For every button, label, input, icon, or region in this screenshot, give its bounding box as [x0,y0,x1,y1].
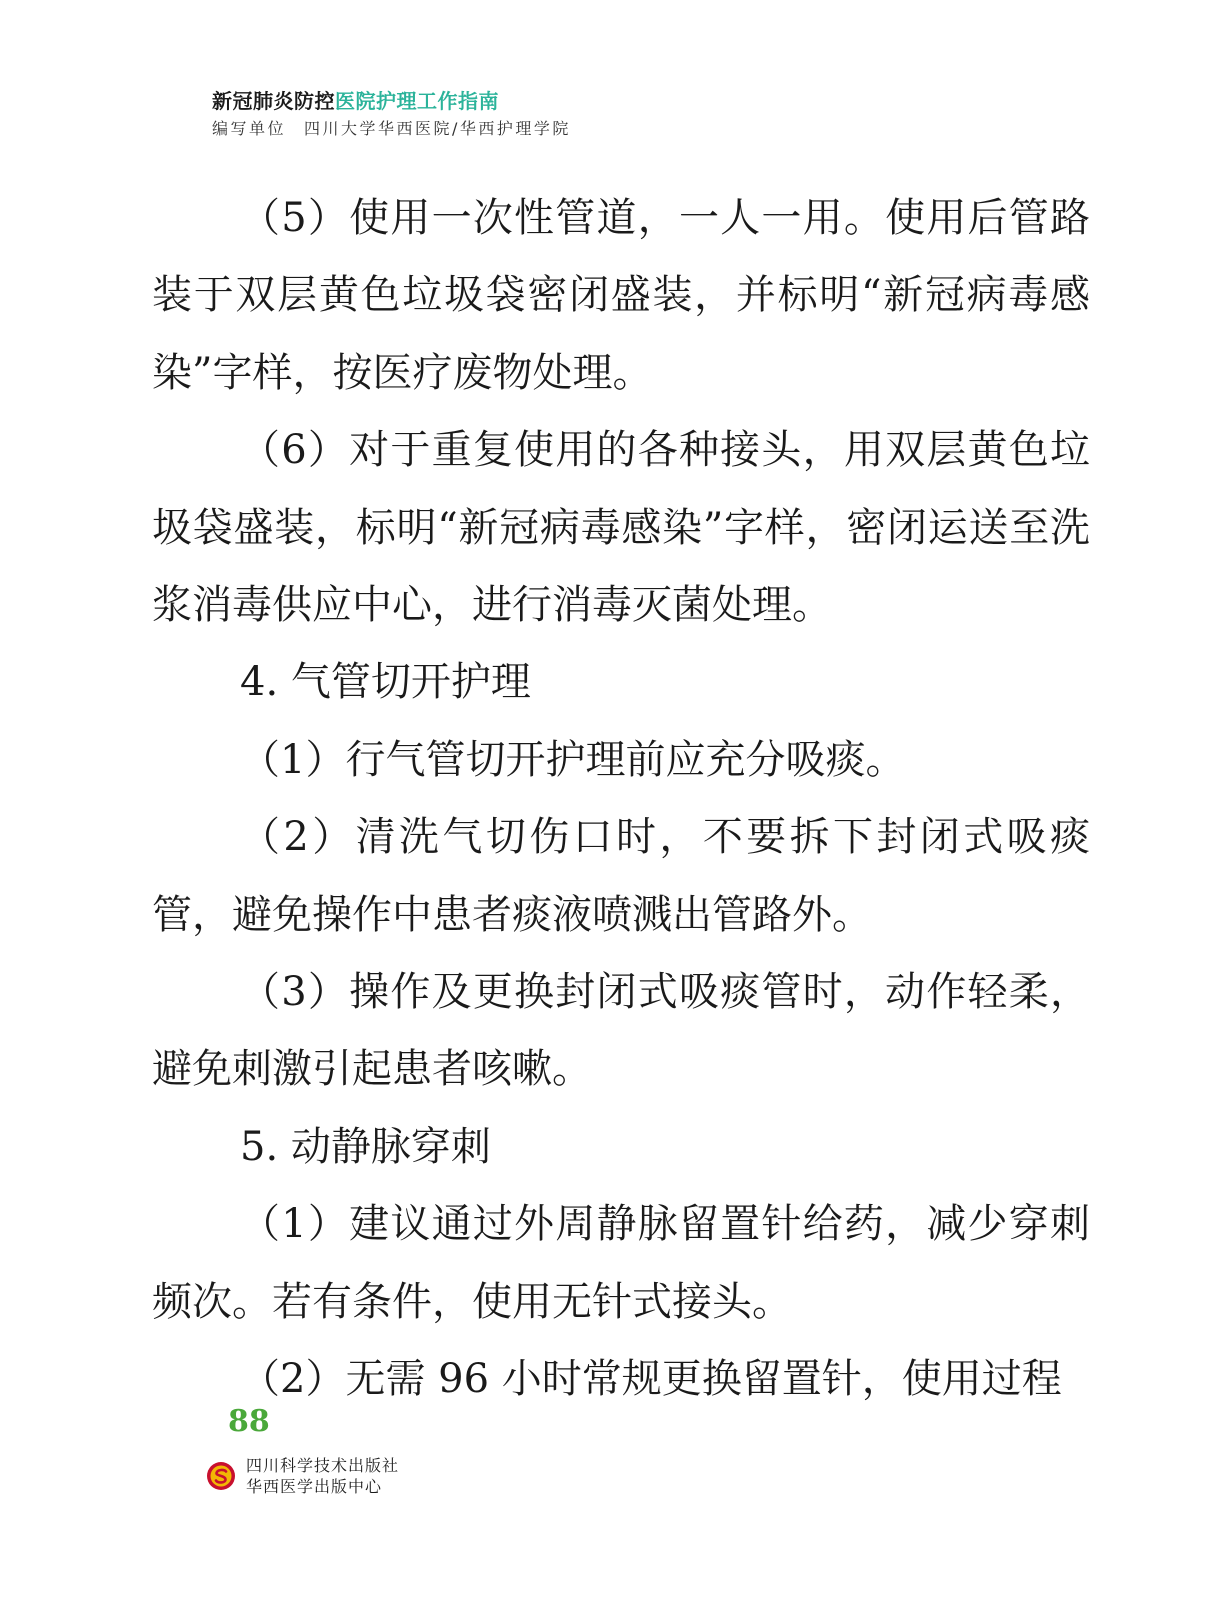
running-header [212,88,571,140]
author-unit-value: 四川大学华西医院/华西护理学院 [304,119,571,138]
section-heading-puncture: 5. 动静脉穿刺 [240,1123,491,1170]
book-title [212,88,571,114]
paragraph-tracheotomy-3: （3）操作及更换封闭式吸痰管时，动作轻柔，避免刺激引起患者咳嗽。 [152,969,1090,1093]
paragraph-tracheotomy-1: （1）行气管切开护理前应充分吸痰。 [240,736,906,783]
publisher-name-1: 四川科学技术出版社 [246,1456,400,1475]
paragraph-puncture-2: （2）无需 96 小时常规更换留置针，使用过程 [240,1356,1062,1403]
paragraph-tracheotomy-2: （2）清洗气切伤口时，不要拆下封闭式吸痰管，避免操作中患者痰液喷溅出管路外。 [152,814,1090,938]
publisher-names [246,1455,399,1497]
book-title-main: 新冠肺炎防控 [212,89,335,113]
section-heading-tracheotomy: 4. 气管切开护理 [240,659,531,706]
publisher-name-2: 华西医学出版中心 [246,1477,383,1496]
publisher-logo-icon [206,1461,236,1491]
page-number: 88 [228,1404,270,1439]
publisher-imprint [206,1455,399,1497]
paragraph-item-6: （6）对于重复使用的各种接头，用双层黄色垃圾袋盛装，标明“新冠病毒感染”字样，密闭运送至洗浆消毒供应中心，进行消毒灭菌处理。 [152,427,1090,629]
paragraph-puncture-1: （1）建议通过外周静脉留置针给药，减少穿刺频次。若有条件，使用无针式接头。 [152,1201,1090,1325]
paragraph-item-5: （5）使用一次性管道，一人一用。使用后管路装于双层黄色垃圾袋密闭盛装，并标明“新冠病毒感染”字样，按医疗废物处理。 [152,195,1090,396]
author-unit [212,118,571,140]
body-text [152,180,1090,1419]
book-title-accent: 医院护理工作指南 [335,89,499,113]
author-unit-label: 编写单位 [212,119,287,138]
